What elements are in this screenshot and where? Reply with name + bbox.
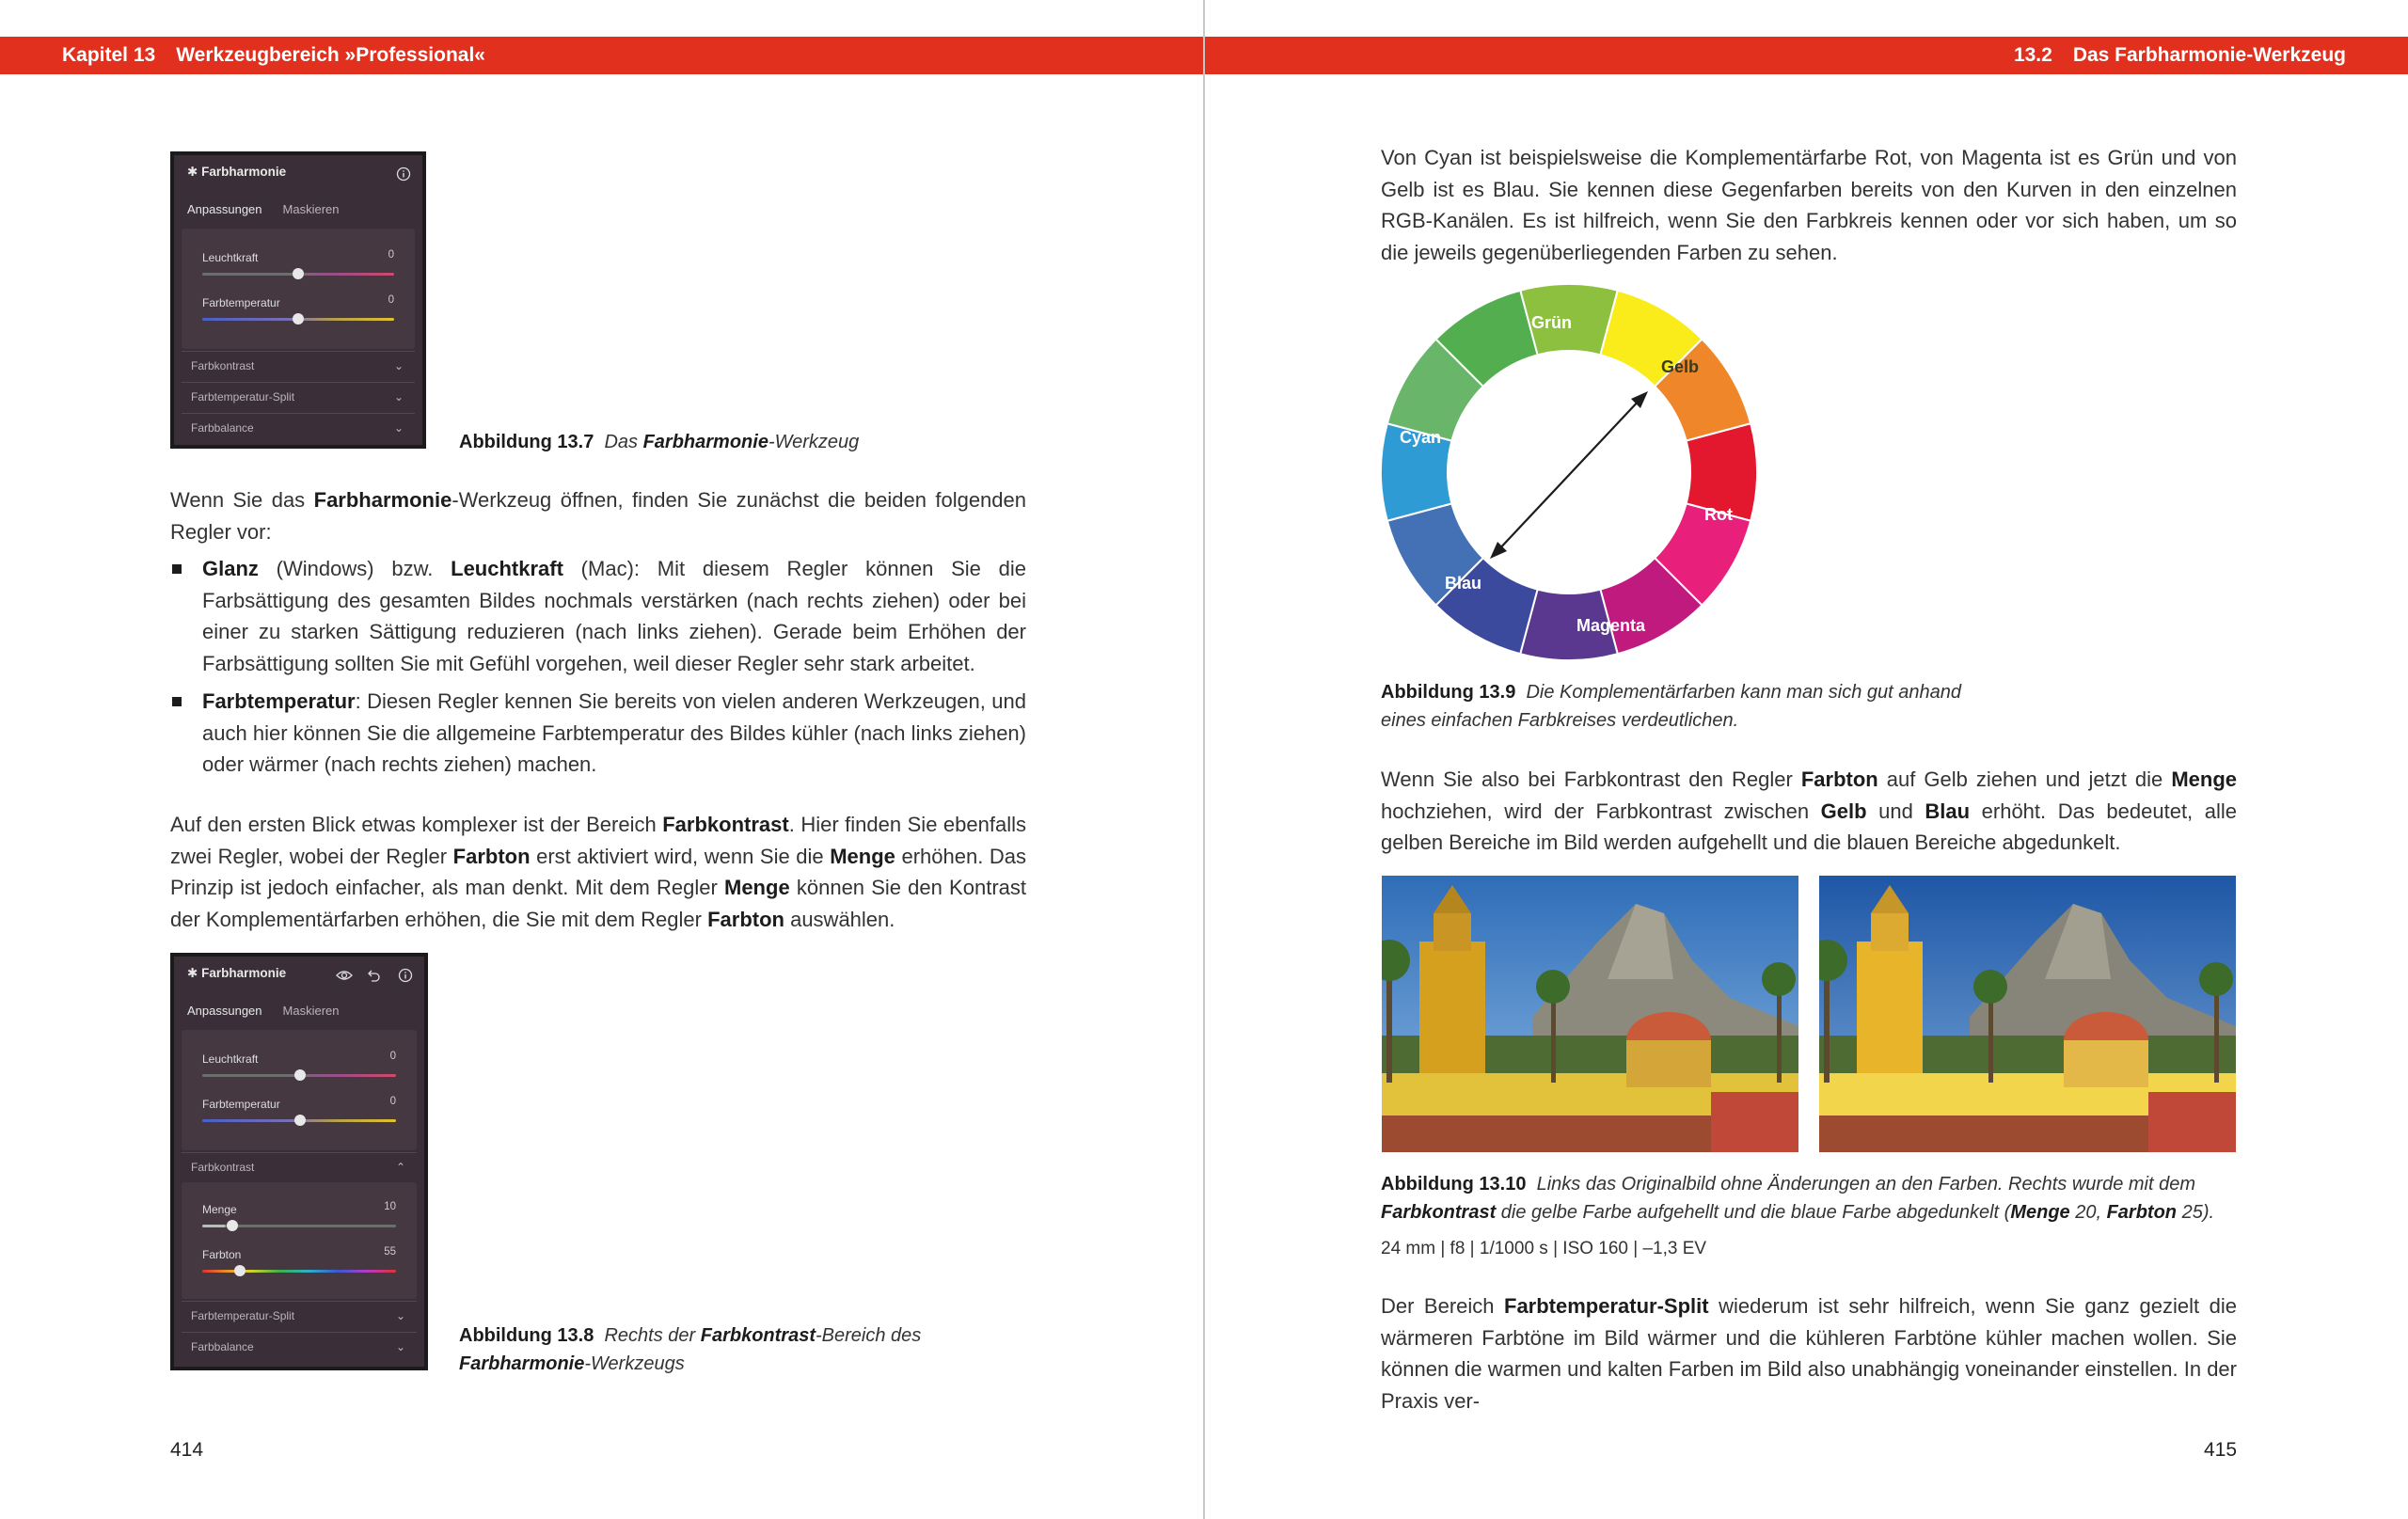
figure-number: Abbildung 13.7 (459, 432, 594, 452)
collapsed-row (182, 351, 415, 380)
chevron-down-icon: ⌄ (395, 1340, 405, 1353)
chapter-title: Werkzeugbereich »Professional« (176, 44, 485, 66)
bold-term: Farbton (1800, 767, 1878, 791)
text-span: erhöht. Das bedeutet, alle gelben Bereiche im Bild werden aufgehellt und die blauen Bereiche abgedunkelt. (1381, 799, 2237, 854)
caption-bold: Farbkontrast (1381, 1202, 1497, 1223)
bold-term: Farbtemperatur-Split (1504, 1294, 1709, 1318)
text-span: Auf den ersten Blick etwas komplexer ist der Bereich (170, 813, 663, 836)
panel-title (187, 966, 286, 981)
bold-term: Menge (830, 844, 895, 868)
farbharmonie-panel-screenshot-2 (170, 953, 428, 1370)
text-span: auswählen. (784, 907, 895, 931)
text-span: und (1866, 799, 1925, 823)
paragraph-farbkontrast (170, 809, 1026, 935)
page-number-left: 414 (170, 1439, 204, 1461)
chevron-down-icon: ⌄ (393, 390, 404, 403)
wheel-label-gelb: Gelb (1661, 357, 1700, 376)
page-gutter (1203, 0, 1205, 1519)
chevron-up-icon: ⌃ (395, 1161, 405, 1174)
caption-text: 25). (2177, 1202, 2215, 1223)
figure-number: Abbildung 13.10 (1381, 1174, 1527, 1195)
section-header (2014, 37, 2346, 74)
text-span: (Windows) bzw. (258, 557, 452, 580)
wheel-label-cyan: Cyan (1400, 428, 1442, 447)
collapsed-row (182, 413, 415, 442)
info-icon (398, 968, 413, 983)
text-span: erst aktiviert wird, wenn Sie die (530, 844, 831, 868)
slider-value: 0 (389, 1096, 396, 1107)
farbton-track (202, 1270, 396, 1273)
panel-title-text: Farbharmonie (201, 165, 287, 179)
tab-maskieren: Maskieren (282, 1004, 340, 1018)
photo-original (1382, 876, 1798, 1152)
caption-text: 20, (2069, 1202, 2107, 1223)
slider-label: Farbtemperatur (202, 1098, 280, 1111)
caption-text: die gelbe Farbe aufgehellt und die blaue Farbe abgedunkelt ( (1496, 1202, 2011, 1223)
caption-text: Rechts der (604, 1325, 701, 1346)
wheel-label-magenta: Magenta (1576, 616, 1646, 635)
collapsed-row (182, 1332, 417, 1361)
slider-section (182, 1030, 417, 1150)
slider-label: Menge (202, 1203, 237, 1216)
chevron-down-icon: ⌄ (393, 421, 404, 435)
page-number-right: 415 (2204, 1439, 2238, 1461)
text-span: auf Gelb ziehen und jetzt die (1877, 767, 2172, 791)
caption-bold: Farbharmonie (642, 432, 768, 452)
wheel-label-gruen: Grün (1531, 313, 1572, 332)
figure-caption-13-10 (1381, 1170, 2237, 1226)
tab-anpassungen: Anpassungen (187, 1004, 262, 1018)
figure-number: Abbildung 13.9 (1381, 682, 1516, 703)
text-span: können Sie den Kontrast der Komplementärfarben erhöhen, die Sie mit dem Regler (170, 876, 1026, 931)
section-number: 13.2 (2013, 44, 2052, 66)
paragraph-komplementaer (1381, 142, 2237, 268)
text-span: hochziehen, wird der Farbkontrast zwischen (1381, 799, 1821, 823)
caption-text: Das (604, 432, 643, 452)
caption-text: -Werkzeug (768, 432, 860, 452)
slider-knob (227, 1220, 238, 1231)
slider-value: 55 (384, 1246, 396, 1258)
row-label: Farbbalance (191, 421, 254, 435)
slider-value: 10 (384, 1201, 396, 1212)
panel-title-text: Farbharmonie (201, 966, 287, 980)
wheel-label-blau: Blau (1445, 574, 1482, 593)
bold-term: Farbton (452, 844, 531, 868)
panel-tabs (187, 202, 359, 216)
bold-term: Farbtemperatur (202, 689, 356, 713)
text-span: (Mac): Mit diesem Regler können Sie die Farbsättigung des gesamten Bildes nochmals verstärken (nach rechts ziehen) oder bei einer zu starken Sättigung reduzieren (nach links ziehen). Gerade beim Erhöhen der Farbsättigung sollten Sie mit Gefühl vorgehen, weil dieser Regler sehr stark arbeitet. (202, 557, 1026, 675)
caption-bold: Menge (2010, 1202, 2070, 1223)
row-label: Farbtemperatur-Split (191, 1309, 295, 1322)
bold-term: Glanz (202, 557, 259, 580)
slider-label: Farbton (202, 1248, 242, 1261)
slider-value: 0 (388, 249, 394, 261)
gear-icon: ✱ (187, 966, 198, 980)
bold-term: Menge (2171, 767, 2237, 791)
slider-knob (294, 1115, 306, 1126)
chevron-down-icon: ⌄ (393, 359, 404, 372)
text-span: : Diesen Regler kennen Sie bereits von vielen anderen Werkzeugen, und auch hier können Sie die allgemeine Farbtemperatur des Bildes kühler (nach links ziehen) oder wärmer (nach rechts ziehen) machen. (202, 689, 1026, 776)
bullet-square (172, 697, 182, 706)
text-span: erhöhen. Das Prinzip ist jedoch einfacher, als man denkt. Mit dem Regler (170, 844, 1026, 899)
slider-knob (293, 313, 304, 324)
caption-bold: Farbton (2106, 1202, 2178, 1223)
eye-icon (336, 969, 353, 982)
slider-value: 0 (388, 294, 394, 306)
text-span: Wenn Sie also bei Farbkontrast den Regler (1381, 767, 1801, 791)
caption-text: Links das Originalbild ohne Änderungen an den Farben. Rechts wurde mit dem (1536, 1174, 2196, 1195)
gear-icon: ✱ (187, 165, 198, 179)
slider-knob (234, 1265, 246, 1276)
bold-term: Leuchtkraft (451, 557, 563, 580)
bold-term: Blau (1925, 799, 1971, 823)
bold-term: Farbkontrast (662, 813, 789, 836)
text-span: Wenn Sie das (170, 488, 314, 512)
color-wheel-diagram (1379, 282, 1759, 662)
slider-label: Farbtemperatur (202, 296, 280, 309)
collapsed-row (182, 382, 415, 411)
collapsed-row (182, 1301, 417, 1330)
bullet-square (172, 564, 182, 574)
row-label: Farbkontrast (191, 359, 255, 372)
chevron-down-icon: ⌄ (395, 1309, 405, 1322)
figure-caption-13-7 (459, 428, 986, 456)
text-span: Von Cyan ist beispielsweise die Komplementärfarbe Rot, von Magenta ist es Grün und von Gelb ist es Blau. Sie kennen diese Gegenfarben bereits von den Kurven in den einzelnen RGB-Kanälen. Es ist hilfreich, wenn Sie den Farbkreis kennen oder vor sich haben, um so die jeweils gegenüberliegenden Farben zu sehen. (1381, 146, 2237, 264)
slider-label: Leuchtkraft (202, 1052, 259, 1066)
bold-term: Gelb (1820, 799, 1867, 823)
bold-term: Farbton (707, 907, 784, 931)
chapter-number: Kapitel 13 (62, 44, 156, 66)
row-label: Farbtemperatur-Split (191, 390, 295, 403)
panel-tabs (187, 1004, 359, 1018)
caption-text: -Bereich des (815, 1325, 922, 1346)
slider-value: 0 (389, 1051, 396, 1062)
text-span: wiederum ist sehr hilfreich, wenn Sie ganz gezielt die wärmeren Farbtöne im Bild wärmer und die kühleren Farbtöne kühler machen wollen. Sie können die warmen und kalten Farben im Bild also unabhängig voneinander einstellen. In der Praxis ver- (1381, 1294, 2237, 1413)
slider-label: Leuchtkraft (202, 251, 259, 264)
expanded-row (182, 1152, 417, 1181)
caption-text: -Werkzeugs (584, 1353, 685, 1374)
tab-maskieren: Maskieren (282, 202, 340, 216)
list-item (170, 686, 1026, 781)
row-label: Farbbalance (191, 1340, 254, 1353)
text-span: -Werkzeug öffnen, finden Sie zunächst die beiden folgenden Regler vor: (170, 488, 1026, 544)
tab-anpassungen: Anpassungen (187, 202, 262, 216)
chapter-header (62, 37, 485, 74)
info-icon (396, 166, 411, 182)
bullet-list (170, 553, 1026, 781)
caption-bold: Farbkontrast (700, 1325, 816, 1346)
bold-term: Farbharmonie (313, 488, 452, 512)
slider-knob (294, 1069, 306, 1081)
undo-icon (366, 968, 381, 983)
slider-knob (293, 268, 304, 279)
farbharmonie-panel-screenshot-1 (170, 151, 426, 449)
slider-section (182, 229, 415, 349)
paragraph-gelb-blau (1381, 764, 2237, 859)
figure-caption-13-9 (1381, 678, 1992, 735)
paragraph-farbtemperatur-split (1381, 1290, 2237, 1416)
exif-data: 24 mm | f8 | 1/1000 s | ISO 160 | –1,3 EV (1381, 1239, 1707, 1258)
farbkontrast-section (182, 1182, 417, 1299)
wheel-label-rot: Rot (1704, 505, 1733, 524)
panel-title (187, 165, 286, 180)
text-span: Der Bereich (1381, 1294, 1504, 1318)
photo-adjusted (1819, 876, 2236, 1152)
figure-caption-13-8 (459, 1321, 986, 1378)
figure-number: Abbildung 13.8 (459, 1325, 594, 1346)
paragraph-intro (170, 484, 1026, 547)
caption-bold: Farbharmonie (459, 1353, 585, 1374)
caption-text: Die Komplementärfarben kann man sich gut anhand eines einfachen Farbkreises verdeutlichen. (1381, 682, 1961, 731)
row-label: Farbkontrast (191, 1161, 255, 1174)
section-title: Das Farbharmonie-Werkzeug (2072, 44, 2346, 66)
text-span: . Hier finden Sie ebenfalls zwei Regler, wobei der Regler (170, 813, 1026, 868)
list-item (170, 553, 1026, 679)
bold-term: Menge (724, 876, 790, 899)
wheel-center (1447, 350, 1691, 594)
